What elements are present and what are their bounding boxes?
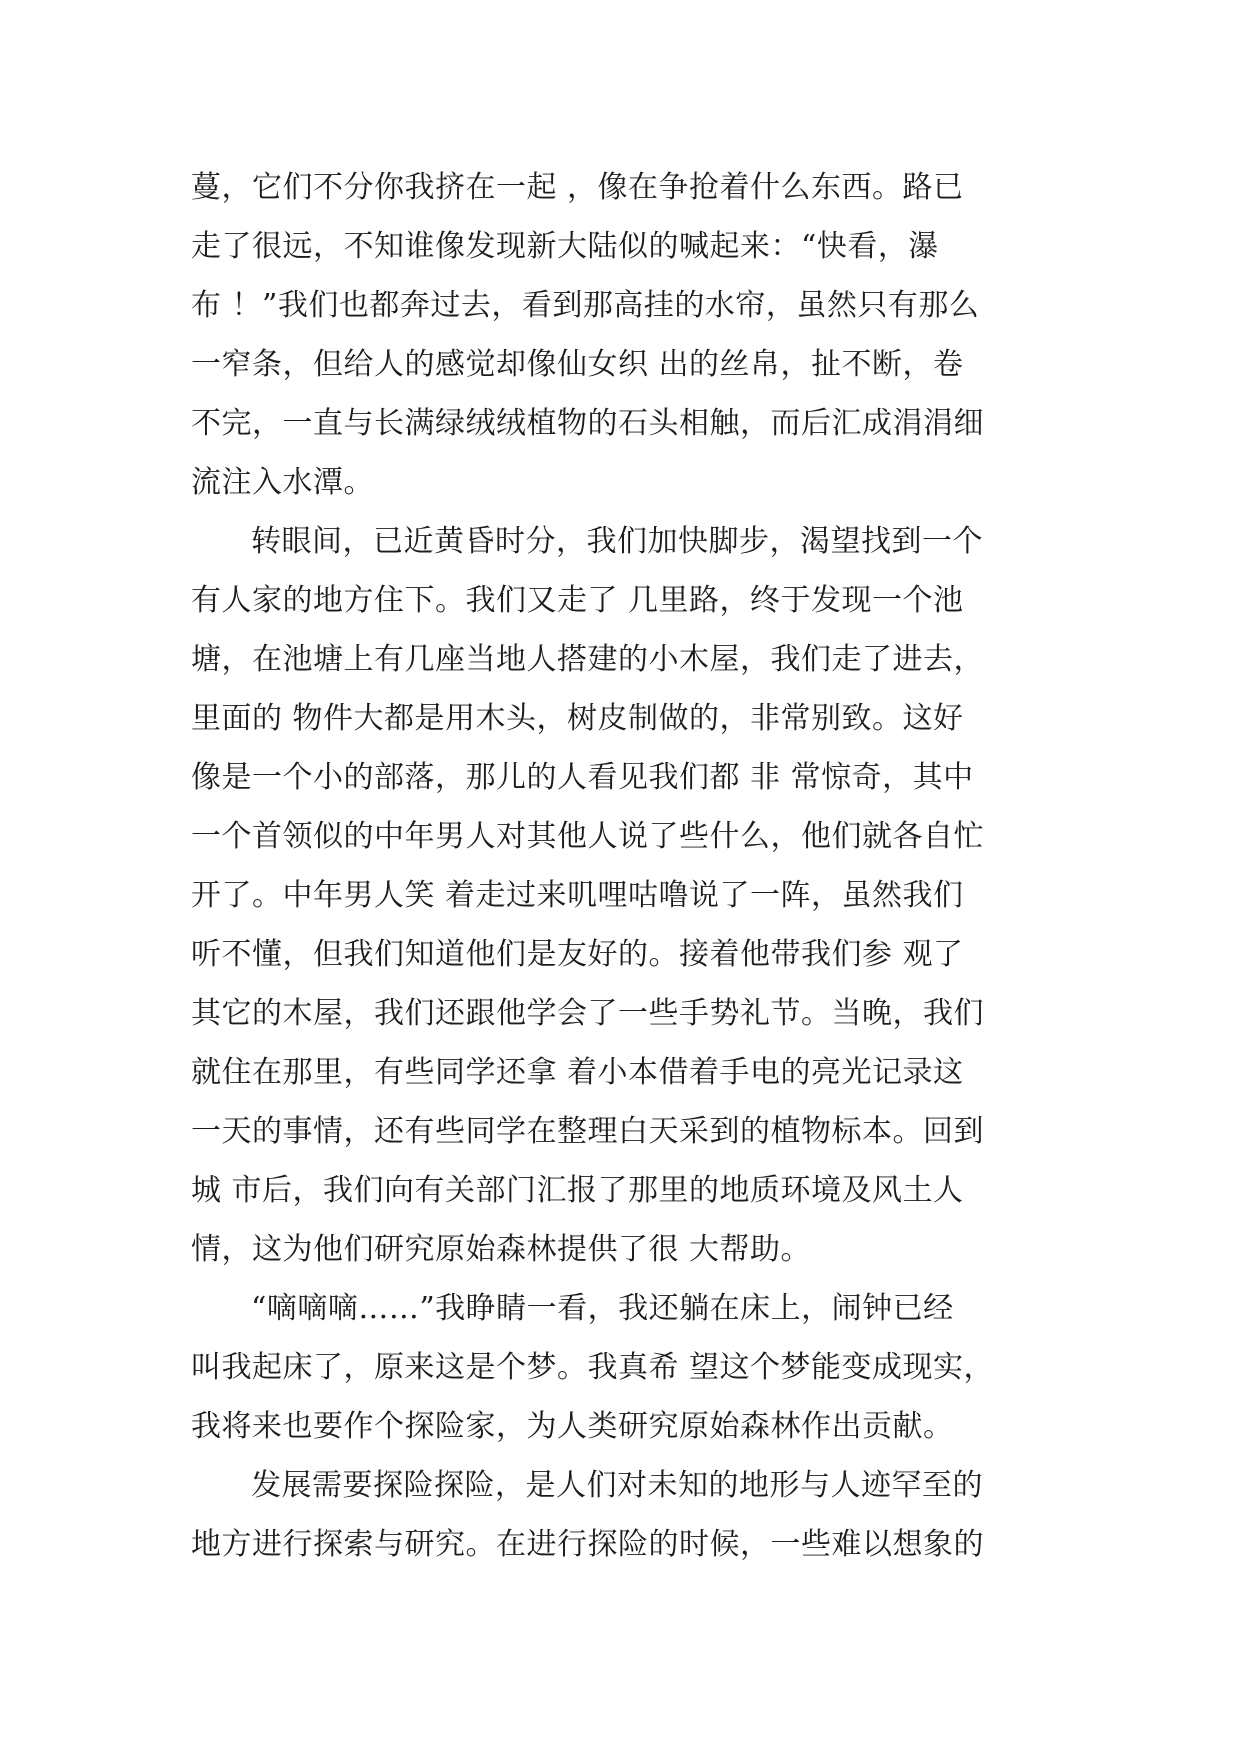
text-line: 我将来也要作个探险家，为人类研究原始森林作出贡献。 (191, 1409, 954, 1444)
text-line: 城 市后，我们向有关部门汇报了那里的地质环境及风土人 (191, 1173, 964, 1208)
text-line: 听不懂，但我们知道他们是友好的。接着他带我们参 观了 (191, 937, 964, 972)
text-line: 走了很远，不知谁像发现新大陆似的喊起来：“快看，瀑 (191, 229, 939, 264)
text-line: 塘，在池塘上有几座当地人搭建的小木屋，我们走了进去， (191, 642, 984, 677)
paragraph-2 (191, 512, 1061, 1279)
text-line: 像是一个小的部落，那儿的人看见我们都 非 常惊奇，其中 (191, 760, 974, 795)
text-line: 就住在那里，有些同学还拿 着小本借着手电的亮光记录这 (191, 1055, 964, 1090)
text-line: “嘀嘀嘀……”我睁睛一看，我还躺在床上，闹钟已经 (251, 1291, 954, 1326)
text-line: 里面的 物件大都是用木头，树皮制做的，非常别致。这好 (191, 701, 964, 736)
paragraph-4 (191, 1456, 1061, 1574)
text-line: 蔓，它们不分你我挤在一起 ，像在争抢着什么东西。路已 (191, 170, 964, 205)
paragraph-3 (191, 1279, 1061, 1456)
text-line: 有人家的地方住下。我们又走了 几里路，终于发现一个池 (191, 583, 964, 618)
text-line: 地方进行探索与研究。在进行探险的时候，一些难以想象的 (191, 1527, 984, 1562)
text-line: 一窄条，但给人的感觉却像仙女织 出的丝帛，扯不断，卷 (191, 347, 964, 382)
text-line: 布 ！”我们也都奔过去，看到那高挂的水帘，虽然只有那么 (191, 288, 980, 323)
text-line: 转眼间，已近黄昏时分，我们加快脚步，渴望找到一个 (251, 524, 983, 559)
text-line: 发展需要探险探险，是人们对未知的地形与人迹罕至的 (251, 1468, 983, 1503)
body-text (191, 158, 1061, 1574)
text-line: 流注入水潭。 (191, 465, 374, 500)
text-line: 叫我起床了，原来这是个梦。我真希 望这个梦能变成现实， (191, 1350, 995, 1385)
text-line: 其它的木屋，我们还跟他学会了一些手势礼节。当晚，我们 (191, 996, 984, 1031)
text-line: 不完，一直与长满绿绒绒植物的石头相触，而后汇成涓涓细 (191, 406, 984, 441)
text-line: 开了。中年男人笑 着走过来叽哩咕噜说了一阵，虽然我们 (191, 878, 964, 913)
text-line: 一个首领似的中年男人对其他人说了些什么，他们就各自忙 (191, 819, 984, 854)
text-line: 一天的事情，还有些同学在整理白天采到的植物标本。回到 (191, 1114, 984, 1149)
text-line: 情，这为他们研究原始森林提供了很 大帮助。 (191, 1232, 812, 1267)
paragraph-1 (191, 158, 1061, 512)
